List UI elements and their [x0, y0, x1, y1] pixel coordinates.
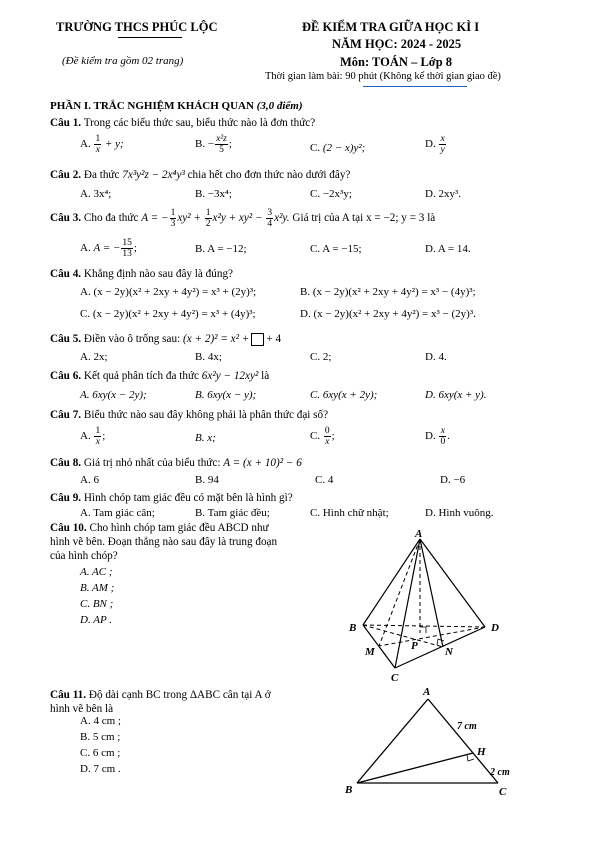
q11-option-a[interactable]: A. 4 cm ;: [80, 715, 121, 727]
pyramid-label-m: M: [365, 646, 375, 658]
q5-option-d[interactable]: D. 4.: [425, 351, 447, 363]
q7-option-b[interactable]: B. x;: [195, 432, 216, 444]
q3-option-c[interactable]: C. A = −15;: [310, 243, 362, 255]
q10-option-b[interactable]: B. AM ;: [80, 582, 115, 594]
q2-option-c[interactable]: C. −2x³y;: [310, 188, 352, 200]
q9-option-c[interactable]: C. Hình chữ nhật;: [310, 507, 389, 519]
q11-option-b[interactable]: B. 5 cm ;: [80, 731, 121, 743]
q1-option-a[interactable]: A. $\frac{1}{x}$ + y;: [80, 134, 124, 155]
question-11: Câu 11. Độ dài cạnh BC trong ΔABC cân tại A ở hình vẽ bên là: [50, 689, 271, 715]
q7-option-d[interactable]: D. $\frac{x}{0}$ .: [425, 426, 450, 447]
question-5: Câu 5. Điền vào ô trống sau: (x + 2)² = x² + + 4: [50, 333, 282, 345]
q5-option-a[interactable]: A. 2x;: [80, 351, 108, 363]
q4-option-d[interactable]: D. (x − 2y)(x² + 2xy + 4y²) = x³ − (2y)³.: [300, 308, 476, 320]
section-title: PHẦN I. TRẮC NGHIỆM KHÁCH QUAN (3,0 điểm): [50, 100, 303, 112]
q10-option-d[interactable]: D. AP .: [80, 614, 112, 626]
q8-option-a[interactable]: A. 6: [80, 474, 99, 486]
q5-option-b[interactable]: B. 4x;: [195, 351, 222, 363]
q3-option-d[interactable]: D. A = 14.: [425, 243, 471, 255]
pyramid-label-n: N: [445, 646, 453, 658]
triangle-label-c: C: [499, 786, 507, 798]
q6-option-b[interactable]: B. 6xy(x − y);: [195, 389, 257, 401]
time-underline: [363, 86, 467, 87]
q4-option-b[interactable]: B. (x − 2y)(x² + 2xy + 4y²) = x³ − (4y)³;: [300, 286, 476, 298]
question-10: Câu 10. Cho hình chóp tam giác đều ABCD như hình vẽ bên. Đoạn thẳng nào sau đây là trung đoạn của hình chóp?: [50, 522, 278, 562]
time-note: Thời gian làm bài: 90 phút (Không kể thời gian giao đề): [265, 71, 501, 82]
q10-option-a[interactable]: A. AC ;: [80, 566, 113, 578]
question-7: Câu 7. Biểu thức nào sau đây không phải là phân thức đại số?: [50, 409, 329, 421]
subject: Môn: TOÁN – Lớp 8: [340, 55, 453, 69]
q2-option-b[interactable]: B. −3x⁴;: [195, 188, 232, 200]
pyramid-label-p: P: [411, 640, 418, 652]
q10-option-c[interactable]: C. BN ;: [80, 598, 114, 610]
q9-option-d[interactable]: D. Hình vuông.: [425, 507, 494, 519]
question-1: Câu 1. Trong các biểu thức sau, biểu thức nào là đơn thức?: [50, 117, 316, 129]
triangle-label-a: A: [423, 686, 431, 698]
pyramid-label-a: A: [415, 528, 423, 540]
triangle-length-hc: 2 cm: [490, 767, 510, 778]
triangle-length-ah: 7 cm: [457, 721, 477, 732]
q7-option-c[interactable]: C. $\frac{0}{x}$ ;: [310, 426, 335, 447]
q8-option-b[interactable]: B. 94: [195, 474, 219, 486]
q6-option-a[interactable]: A. 6xy(x − 2y);: [80, 389, 147, 401]
question-3: Câu 3. Cho đa thức A = − $\frac{1}{3}$ xy² + $\frac{1}{2}$ x²y + xy² − $\frac{3}{4}$ x²y. Giá trị của A tại x = −2; y = 3 là: [50, 208, 436, 229]
pyramid-label-d: D: [491, 622, 499, 634]
q3-option-a[interactable]: A. A = − $\frac{15}{13}$ ;: [80, 238, 137, 259]
q5-option-c[interactable]: C. 2;: [310, 351, 332, 363]
q8-option-c[interactable]: C. 4: [315, 474, 334, 486]
pyramid-label-b: B: [349, 622, 357, 634]
q2-option-d[interactable]: D. 2xy³.: [425, 188, 461, 200]
school-underline: [118, 37, 182, 38]
school-name: TRƯỜNG THCS PHÚC LỘC: [56, 20, 218, 34]
q2-option-a[interactable]: A. 3x⁴;: [80, 188, 112, 200]
triangle-label-h: H: [477, 746, 486, 758]
q6-option-c[interactable]: C. 6xy(x + 2y);: [310, 389, 378, 401]
blank-box[interactable]: [251, 333, 264, 346]
q1-option-b[interactable]: B. − $\frac{\text{x²z}}{5}$ ;: [195, 134, 232, 155]
q11-option-d[interactable]: D. 7 cm .: [80, 763, 121, 775]
exam-title: ĐỀ KIỂM TRA GIỮA HỌC KÌ I: [302, 20, 480, 34]
pyramid-label-c: C: [391, 672, 399, 684]
q4-option-c[interactable]: C. (x − 2y)(x² + 2xy + 4y²) = x³ + (4y)³;: [80, 308, 256, 320]
q1-option-d[interactable]: D. $\frac{x}{y}$: [425, 134, 445, 155]
pages-note: (Đề kiểm tra gồm 02 trang): [62, 55, 184, 67]
q7-option-a[interactable]: A. $\frac{1}{x}$ ;: [80, 426, 106, 447]
q11-option-c[interactable]: C. 6 cm ;: [80, 747, 121, 759]
q6-option-d[interactable]: D. 6xy(x + y).: [425, 389, 487, 401]
q3-option-b[interactable]: B. A = −12;: [195, 243, 247, 255]
q1-option-c[interactable]: C. (2 − x)y²;: [310, 142, 366, 154]
pyramid-figure: [335, 525, 515, 685]
question-6: Câu 6. Kết quả phân tích đa thức 6x²y − 12xy² là: [50, 370, 270, 382]
question-4: Câu 4. Khẳng định nào sau đây là đúng?: [50, 268, 234, 280]
question-9: Câu 9. Hình chóp tam giác đều có mặt bên là hình gì?: [50, 492, 293, 504]
question-2: Câu 2. Đa thức 7x³y²z − 2x⁴y³ chia hết cho đơn thức nào dưới đây?: [50, 169, 351, 181]
triangle-figure: [335, 685, 535, 800]
triangle-label-b: B: [345, 784, 353, 796]
school-year: NĂM HỌC: 2024 - 2025: [332, 37, 462, 51]
question-8: Câu 8. Giá trị nhỏ nhất của biểu thức: A = (x + 10)² − 6: [50, 457, 302, 469]
q8-option-d[interactable]: D. −6: [440, 474, 466, 486]
q9-option-b[interactable]: B. Tam giác đều;: [195, 507, 270, 519]
q4-option-a[interactable]: A. (x − 2y)(x² + 2xy + 4y²) = x³ + (2y)³;: [80, 286, 257, 298]
q9-option-a[interactable]: A. Tam giác cân;: [80, 507, 155, 519]
